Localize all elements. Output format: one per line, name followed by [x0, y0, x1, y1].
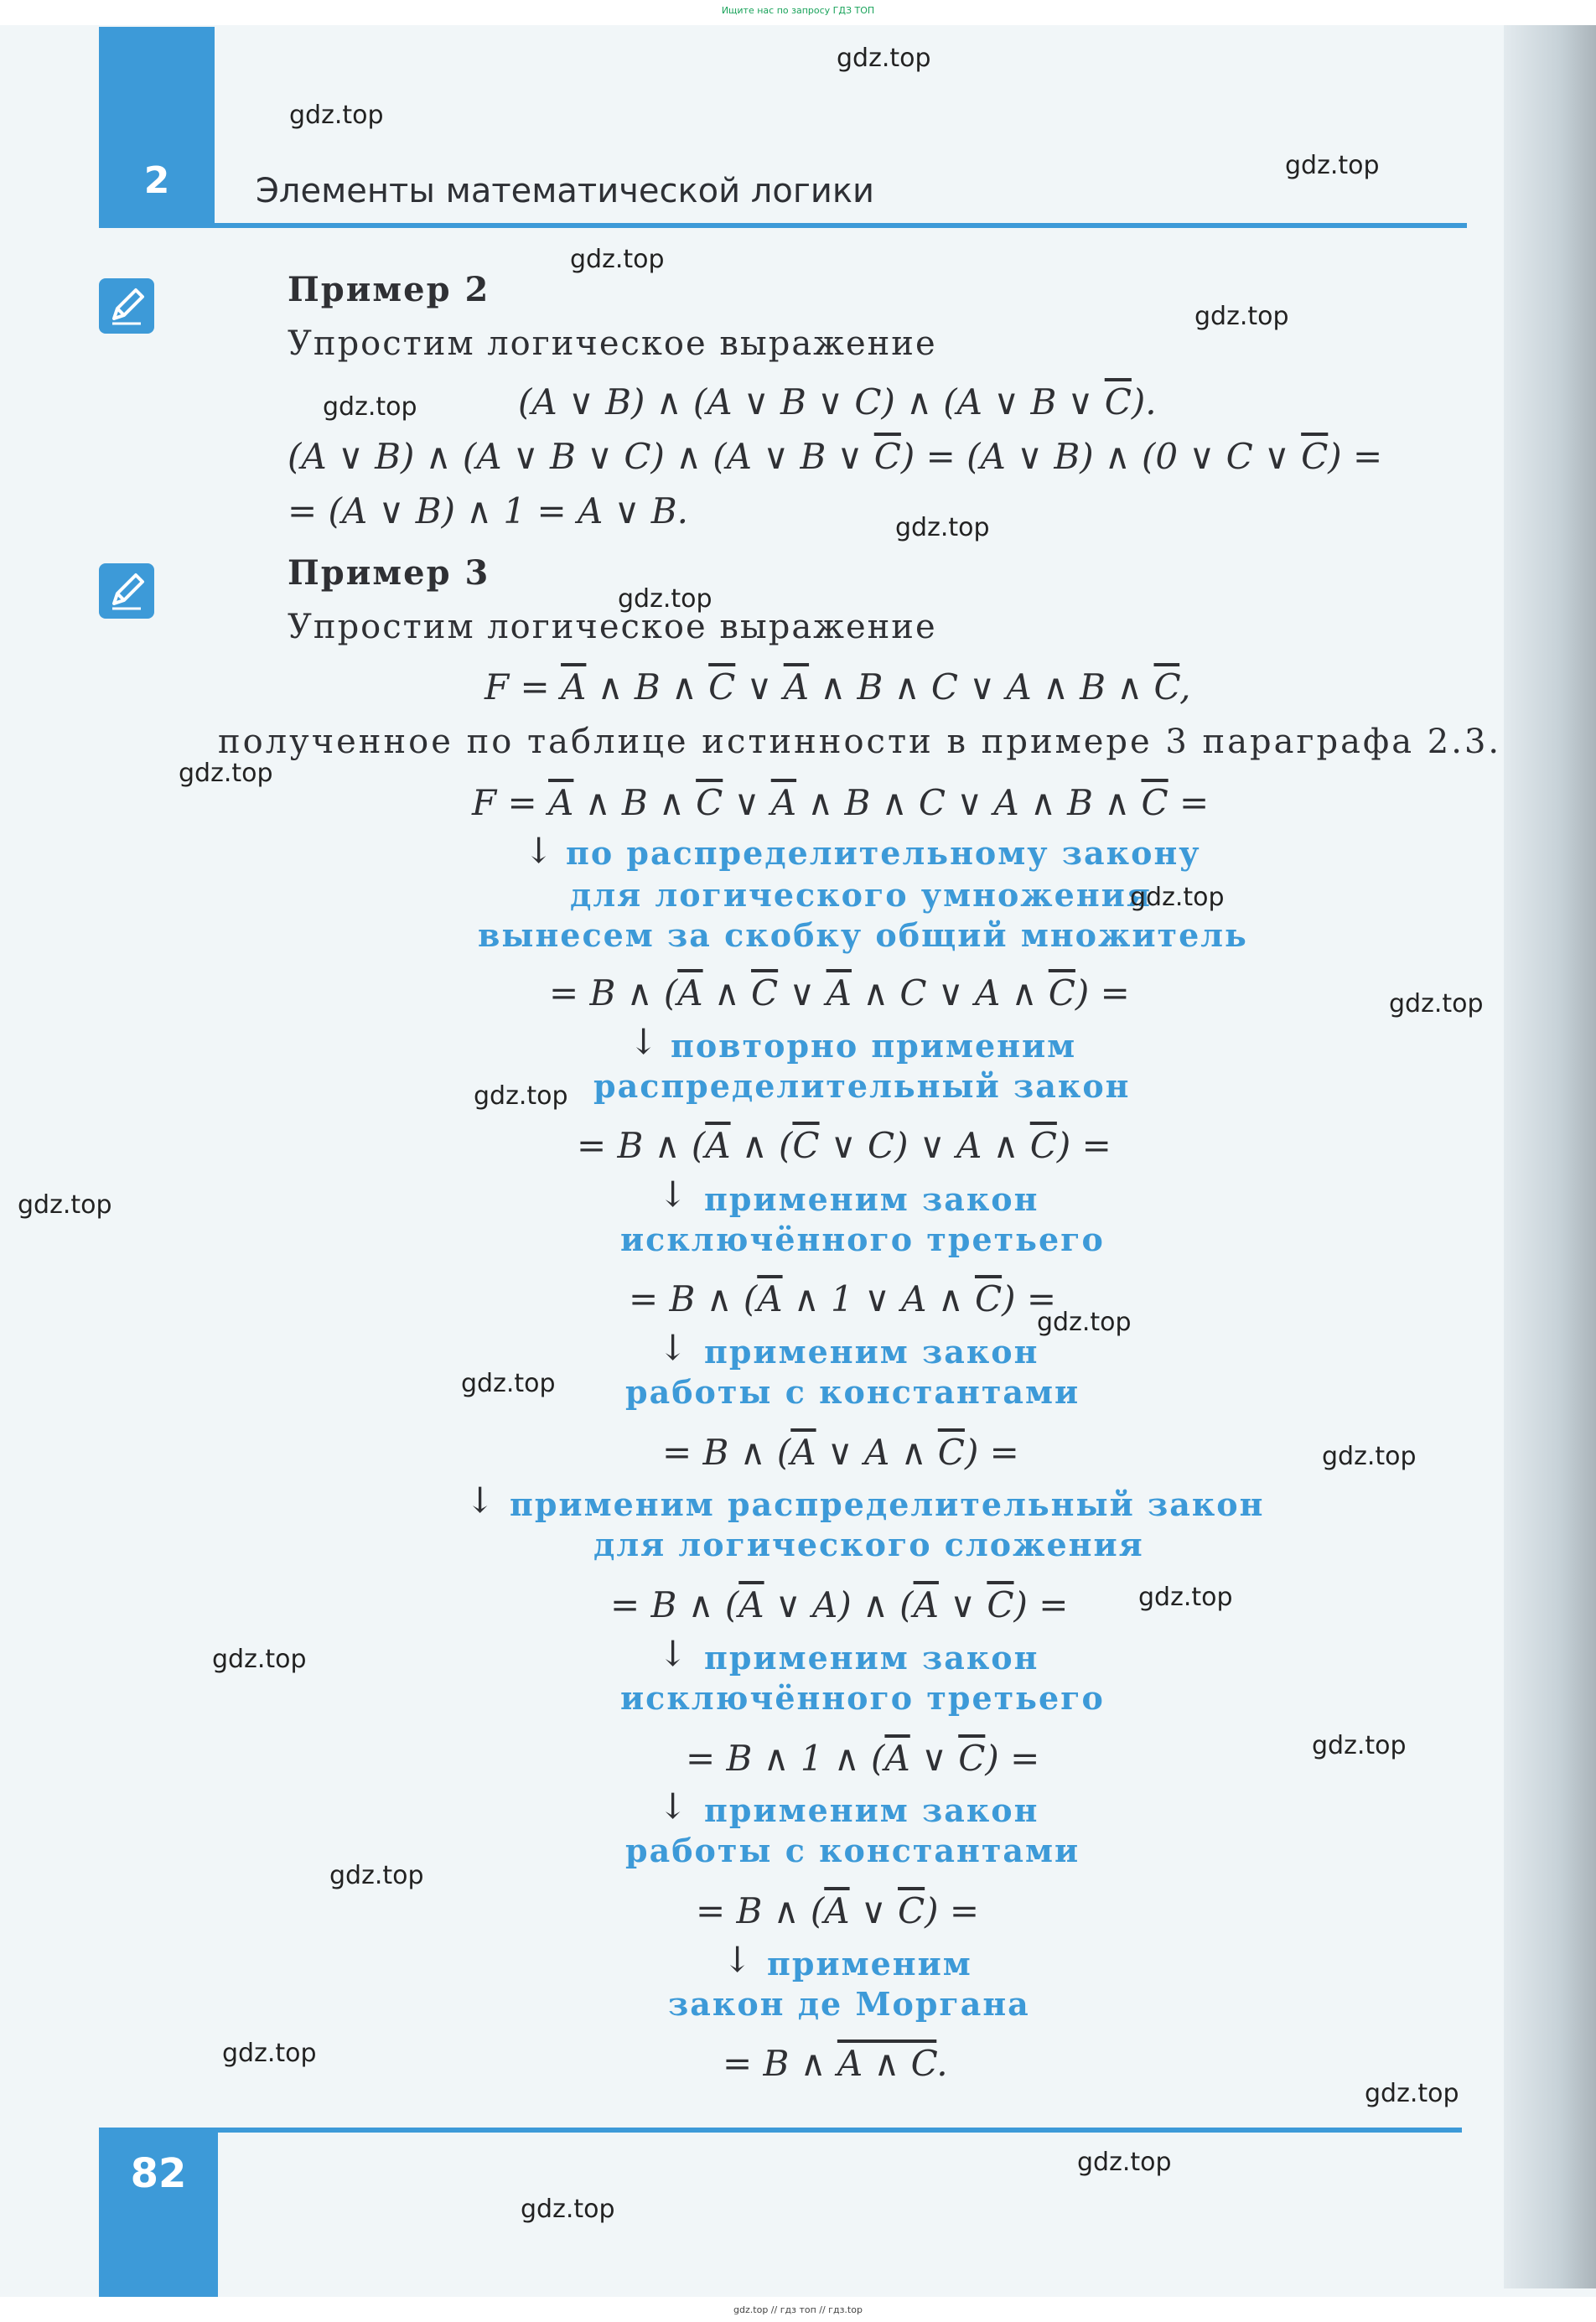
- step-3-text: исключённого третьего: [620, 1221, 1105, 1258]
- chapter-number: 2: [143, 159, 170, 202]
- watermark: gdz.top: [1077, 2148, 1172, 2177]
- step-1-text: вынесем за скобку общий множитель: [478, 916, 1248, 954]
- watermark: gdz.top: [289, 101, 384, 130]
- step-1-text: для логического умножения: [570, 876, 1152, 914]
- example-2-solution-line-2: = (A ∨ B) ∧ 1 = A ∨ B.: [288, 490, 688, 531]
- watermark: gdz.top: [323, 392, 417, 422]
- example-3-reference: полученное по таблице истинности в примере 3 параграфа 2.3.: [218, 723, 1502, 761]
- step-3-text: применим закон: [704, 1180, 1039, 1218]
- page-edge-shadow: [1504, 25, 1596, 2288]
- watermark: gdz.top: [461, 1369, 556, 1398]
- down-arrow-icon: ↓: [658, 1786, 688, 1827]
- watermark: gdz.top: [895, 513, 990, 542]
- page-number: 82: [130, 2150, 187, 2197]
- derivation-line-3: = B ∧ ($\overline{A}$ ∧ ($\overline{C}$ ∨ C) ∨ A ∧ $\overline{C}$) =: [577, 1125, 1112, 1166]
- derivation-line-7: = B ∧ 1 ∧ ($\overline{A}$ ∨ $\overline{C}$) =: [686, 1738, 1040, 1779]
- step-4-text: работы с константами: [625, 1373, 1080, 1411]
- header-rule: [99, 223, 1467, 228]
- watermark: gdz.top: [1037, 1308, 1132, 1337]
- example-2-title: Пример 2: [288, 270, 490, 309]
- step-5-text: применим распределительный закон: [510, 1485, 1265, 1523]
- step-6-text: применим закон: [704, 1639, 1039, 1677]
- derivation-line-4: = B ∧ ($\overline{A}$ ∧ 1 ∨ A ∧ $\overline{C}$) =: [629, 1278, 1057, 1319]
- step-8-text: применим: [767, 1945, 972, 1983]
- step-4-text: применим закон: [704, 1333, 1039, 1371]
- top-banner-text: Ищите нас по запросу ГДЗ ТОП: [721, 5, 875, 16]
- top-banner-strip: [0, 0, 1596, 25]
- down-arrow-icon: ↓: [723, 1939, 753, 1980]
- bottom-banner-strip: [0, 2297, 1596, 2322]
- watermark: gdz.top: [1322, 1442, 1417, 1471]
- derivation-line-8: = B ∧ ($\overline{A}$ ∨ $\overline{C}$) =: [696, 1890, 980, 1931]
- down-arrow-icon: ↓: [524, 830, 554, 871]
- derivation-line-5: = B ∧ ($\overline{A}$ ∨ A ∧ $\overline{C}$) =: [662, 1432, 1019, 1473]
- example-2-expression: (A ∨ B) ∧ (A ∨ B ∨ C) ∧ (A ∨ B ∨ $\overline{C}$).: [518, 381, 1157, 422]
- watermark: gdz.top: [1285, 151, 1380, 180]
- step-1-text: по распределительному закону: [566, 834, 1201, 872]
- watermark: gdz.top: [212, 1645, 307, 1674]
- example-3-intro: Упростим логическое выражение: [288, 608, 937, 646]
- footer-rule: [99, 2128, 1462, 2133]
- down-arrow-icon: ↓: [658, 1327, 688, 1368]
- watermark: gdz.top: [837, 44, 931, 73]
- example-3-title: Пример 3: [288, 553, 490, 593]
- derivation-line-2: = B ∧ ($\overline{A}$ ∧ $\overline{C}$ ∨ $\overline{A}$ ∧ C ∨ A ∧ $\overline{C}$) =: [549, 972, 1130, 1013]
- example-2-solution-line-1: (A ∨ B) ∧ (A ∨ B ∨ C) ∧ (A ∨ B ∨ $\overline{C}) = (A$ ∨ B) ∧ (0 ∨ C ∨ $\overline{C}$) =: [288, 436, 1383, 477]
- step-5-text: для логического сложения: [593, 1526, 1144, 1563]
- pencil-icon: [99, 563, 154, 619]
- watermark: gdz.top: [222, 2039, 317, 2068]
- watermark: gdz.top: [474, 1081, 568, 1111]
- derivation-line-1: $F = \overline{A}$ ∧ B ∧ $\overline{C}$ ∨ $\overline{A}$ ∧ B ∧ C ∨ A ∧ B ∧ $\overline{C}$ =: [472, 782, 1210, 823]
- down-arrow-icon: ↓: [658, 1174, 688, 1215]
- watermark: gdz.top: [521, 2195, 615, 2224]
- example-3-expression-f: $F = \overline{A}$ ∧ B ∧ $\overline{C}$ ∨ $\overline{A}$ ∧ B ∧ C ∨ A ∧ B ∧ $\overline{C}$,: [484, 666, 1191, 707]
- watermark: gdz.top: [570, 245, 665, 274]
- pencil-icon: [99, 278, 154, 334]
- bottom-banner-text: gdz.top // гдз топ // гдз.top: [733, 2304, 863, 2315]
- step-8-text: закон де Моргана: [668, 1985, 1030, 2023]
- down-arrow-icon: ↓: [658, 1633, 688, 1674]
- watermark: gdz.top: [18, 1190, 112, 1220]
- watermark: gdz.top: [1312, 1731, 1407, 1760]
- watermark: gdz.top: [179, 759, 273, 788]
- step-6-text: исключённого третьего: [620, 1679, 1105, 1717]
- watermark: gdz.top: [329, 1861, 424, 1890]
- step-7-text: работы с константами: [625, 1832, 1080, 1869]
- watermark: gdz.top: [1365, 2079, 1459, 2108]
- chapter-title: Элементы математической логики: [256, 172, 875, 210]
- down-arrow-icon: ↓: [629, 1021, 659, 1062]
- step-2-text: распределительный закон: [593, 1067, 1131, 1105]
- watermark: gdz.top: [1130, 883, 1225, 912]
- down-arrow-icon: ↓: [465, 1480, 495, 1521]
- example-2-intro: Упростим логическое выражение: [288, 324, 937, 363]
- watermark: gdz.top: [1194, 302, 1289, 331]
- step-7-text: применим закон: [704, 1791, 1039, 1829]
- watermark: gdz.top: [1138, 1583, 1233, 1612]
- watermark: gdz.top: [1389, 989, 1484, 1018]
- step-2-text: повторно применим: [671, 1027, 1077, 1065]
- watermark: gdz.top: [618, 584, 712, 614]
- derivation-line-6: = B ∧ ($\overline{A}$ ∨ A) ∧ ($\overline{A}$ ∨ $\overline{C}$) =: [610, 1584, 1069, 1625]
- derivation-result: = B ∧ A ∧ C.: [723, 2043, 948, 2084]
